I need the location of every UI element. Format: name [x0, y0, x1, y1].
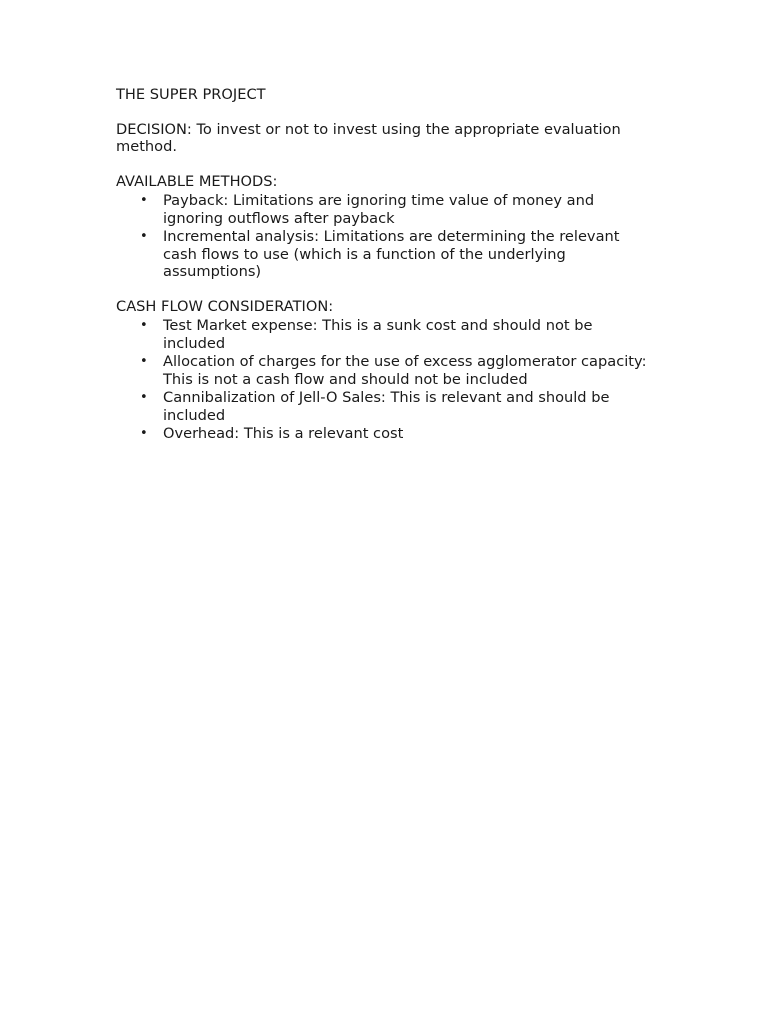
bullet-icon: • — [140, 229, 148, 244]
methods-section — [116, 173, 656, 281]
cash-flow-item-cannibalization: Cannibalization of Jell-O Sales: This is relevant and should be included — [163, 389, 610, 424]
list-item — [116, 317, 656, 352]
bullet-icon: • — [140, 426, 148, 441]
bullet-icon: • — [140, 318, 148, 333]
document-page — [116, 86, 656, 460]
document-title: THE SUPER PROJECT — [116, 86, 266, 103]
cash-flow-list — [116, 317, 656, 443]
cash-flow-item-overhead: Overhead: This is a relevant cost — [163, 425, 404, 442]
cash-flow-section — [116, 298, 656, 443]
list-item — [116, 425, 656, 443]
bullet-icon: • — [140, 390, 148, 405]
list-item — [116, 228, 656, 281]
method-item-payback: Payback: Limitations are ignoring time value of money and ignoring outflows after payback — [163, 192, 595, 227]
cash-flow-item-allocation: Allocation of charges for the use of excess agglomerator capacity: This is not a cash flow and should not be included — [163, 353, 647, 388]
methods-list — [116, 192, 656, 281]
list-item — [116, 389, 656, 424]
methods-heading: AVAILABLE METHODS: — [116, 172, 278, 190]
list-item — [116, 353, 656, 388]
cash-flow-heading: CASH FLOW CONSIDERATION: — [116, 297, 334, 315]
cash-flow-item-test-market: Test Market expense: This is a sunk cost and should not be included — [163, 317, 593, 352]
method-item-incremental: Incremental analysis: Limitations are determining the relevant cash flows to use (which is a function of the underlying assumptions) — [163, 228, 620, 280]
list-item — [116, 192, 656, 227]
decision-paragraph: DECISION: To invest or not to invest using the appropriate evaluation method. — [116, 120, 621, 155]
bullet-icon: • — [140, 193, 148, 208]
bullet-icon: • — [140, 354, 148, 369]
